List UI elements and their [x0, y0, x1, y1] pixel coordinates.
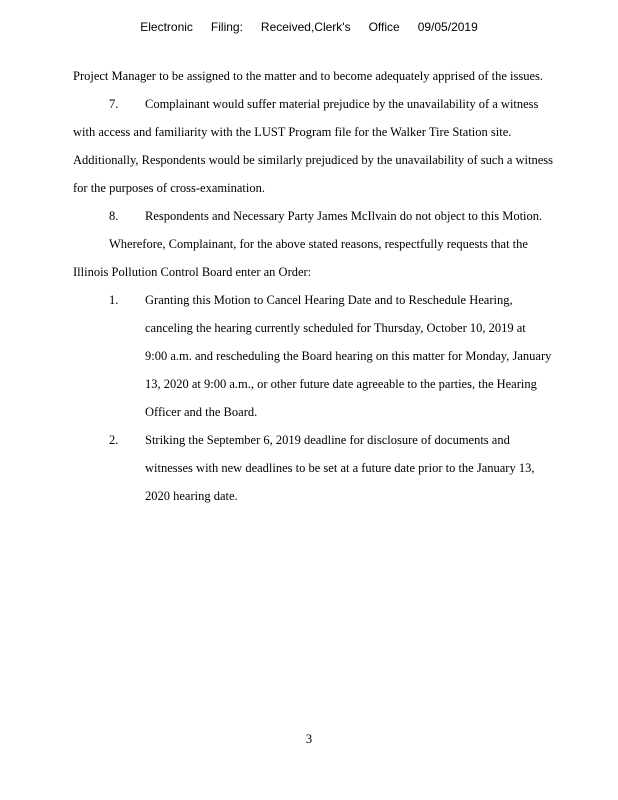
order-item-1-line-5: Officer and the Board.: [145, 405, 258, 419]
order-item-2: [73, 426, 605, 510]
order-item-1-line-1: Granting this Motion to Cancel Hearing Date and to Reschedule Hearing,: [145, 293, 513, 307]
stamp-received-clerks: Received,Clerk's: [260, 20, 351, 34]
paragraph-7-number: 7.: [109, 97, 119, 111]
paragraph-continuation: Project Manager to be assigned to the matter and to become adequately apprised of the issues.: [73, 69, 543, 83]
paragraph-8-number: 8.: [109, 209, 119, 223]
paragraph-7-line-4: for the purposes of cross-examination.: [73, 181, 265, 195]
order-item-1-line-3: 9:00 a.m. and rescheduling the Board hearing on this matter for Monday, January: [145, 349, 552, 363]
stamp-electronic: Electronic: [140, 20, 193, 34]
stamp-date: 09/05/2019: [417, 20, 478, 34]
paragraph-7: [73, 90, 605, 202]
paragraph-7-line-1: Complainant would suffer material prejudice by the unavailability of a witness: [145, 97, 539, 111]
wherefore-line-1: Wherefore, Complainant, for the above stated reasons, respectfully requests that the: [109, 237, 528, 251]
order-item-2-line-3: 2020 hearing date.: [145, 489, 238, 503]
order-item-1-line-4: 13, 2020 at 9:00 a.m., or other future date agreeable to the parties, the Hearing: [145, 377, 537, 391]
paragraph-8: [73, 202, 605, 230]
order-item-1-number: 1.: [109, 293, 119, 307]
paragraph-7-line-2: with access and familiarity with the LUST Program file for the Walker Tire Station site.: [73, 125, 512, 139]
order-item-1: [73, 286, 605, 426]
order-item-2-line-2: witnesses with new deadlines to be set at a future date prior to the January 13,: [145, 461, 535, 475]
paragraph-7-line-3: Additionally, Respondents would be similarly prejudiced by the unavailability of such a witness: [73, 153, 554, 167]
paragraph-8-text: Respondents and Necessary Party James McIlvain do not object to this Motion.: [145, 209, 543, 223]
order-item-2-number: 2.: [109, 433, 119, 447]
document-body: [73, 62, 605, 510]
wherefore-line-2: Illinois Pollution Control Board enter an Order:: [73, 265, 312, 279]
wherefore-paragraph: [73, 230, 605, 286]
stamp-filing: Filing:: [210, 20, 243, 34]
page-number: 3: [305, 732, 313, 746]
order-item-1-line-2: canceling the hearing currently scheduled for Thursday, October 10, 2019 at: [145, 321, 526, 335]
stamp-office: Office: [368, 20, 400, 34]
order-item-2-line-1: Striking the September 6, 2019 deadline for disclosure of documents and: [145, 433, 510, 447]
filing-stamp: [0, 20, 618, 34]
